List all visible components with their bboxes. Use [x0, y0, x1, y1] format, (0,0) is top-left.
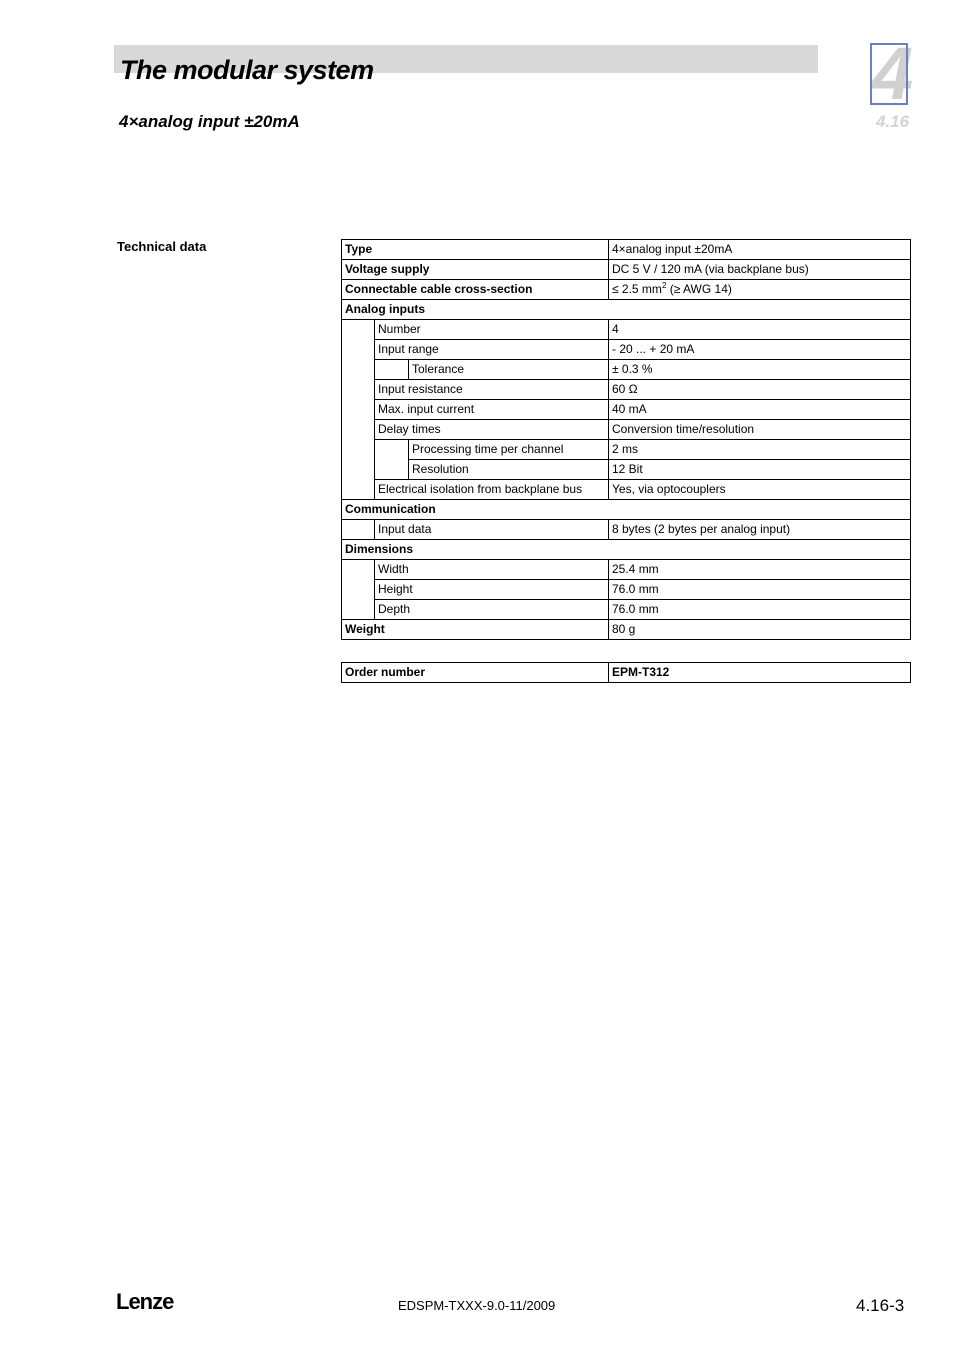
cable-value-sup: 2 [661, 281, 667, 290]
table-row [342, 520, 911, 540]
delay-times-value: Conversion time/resolution [609, 420, 911, 440]
resolution-label: Resolution [409, 460, 609, 480]
analog-inputs-heading: Analog inputs [342, 300, 911, 320]
communication-heading: Communication [342, 500, 911, 520]
technical-data-table [341, 239, 911, 640]
table-row [342, 300, 911, 320]
table-row [342, 380, 911, 400]
isolation-label: Electrical isolation from backplane bus [375, 480, 609, 500]
depth-value: 76.0 mm [609, 600, 911, 620]
cable-label: Connectable cable cross-section [342, 280, 609, 300]
section-subtitle: 4×analog input ±20mA [119, 112, 300, 131]
document-id: EDSPM-TXXX-9.0-11/2009 [398, 1298, 556, 1313]
voltage-label: Voltage supply [342, 260, 609, 280]
width-label: Width [375, 560, 609, 580]
tolerance-value: ± 0.3 % [609, 360, 911, 380]
order-number-table [341, 662, 911, 683]
weight-label: Weight [342, 620, 609, 640]
table-row [342, 280, 911, 300]
lenze-logo: Lenze [116, 1289, 174, 1314]
chapter-marker-box [870, 43, 908, 105]
dimensions-heading: Dimensions [342, 540, 911, 560]
input-range-label: Input range [375, 340, 609, 360]
tolerance-label: Tolerance [409, 360, 609, 380]
depth-label: Depth [375, 600, 609, 620]
table-row [342, 540, 911, 560]
max-current-label: Max. input current [375, 400, 609, 420]
cable-value-main: ≤ 2.5 mm [612, 282, 662, 296]
table-row [342, 440, 911, 460]
height-label: Height [375, 580, 609, 600]
table-row [342, 260, 911, 280]
table-row [342, 560, 911, 580]
table-row [342, 500, 911, 520]
cable-value-awg: (≥ AWG 14) [666, 282, 732, 296]
chapter-digit: 4 [872, 32, 914, 115]
chapter-sub-number: 4.16 [876, 112, 910, 131]
voltage-value: DC 5 V / 120 mA (via backplane bus) [609, 260, 911, 280]
input-range-value: - 20 ... + 20 mA [609, 340, 911, 360]
delay-times-label: Delay times [375, 420, 609, 440]
table-row [342, 460, 911, 480]
table-row [342, 480, 911, 500]
input-resistance-label: Input resistance [375, 380, 609, 400]
table-row [342, 580, 911, 600]
width-value: 25.4 mm [609, 560, 911, 580]
height-value: 76.0 mm [609, 580, 911, 600]
page-title: The modular system [120, 55, 374, 85]
table-row [342, 400, 911, 420]
page-number: 4.16-3 [856, 1296, 905, 1315]
type-label: Type [342, 240, 609, 260]
order-number-label: Order number [342, 663, 609, 683]
table-row [342, 360, 911, 380]
table-row [342, 663, 911, 683]
type-value: 4×analog input ±20mA [609, 240, 911, 260]
resolution-value: 12 Bit [609, 460, 911, 480]
weight-value: 80 g [609, 620, 911, 640]
processing-time-label: Processing time per channel [409, 440, 609, 460]
table-row [342, 240, 911, 260]
order-number-value: EPM-T312 [609, 663, 911, 683]
processing-time-value: 2 ms [609, 440, 911, 460]
table-row [342, 340, 911, 360]
isolation-value: Yes, via optocouplers [609, 480, 911, 500]
input-resistance-value: 60 Ω [609, 380, 911, 400]
table-row [342, 320, 911, 340]
max-current-value: 40 mA [609, 400, 911, 420]
table-row [342, 620, 911, 640]
input-data-label: Input data [375, 520, 609, 540]
table-row [342, 420, 911, 440]
table-row [342, 600, 911, 620]
cable-value [609, 280, 911, 300]
input-data-value: 8 bytes (2 bytes per analog input) [609, 520, 911, 540]
technical-data-label: Technical data [117, 239, 207, 254]
number-value: 4 [609, 320, 911, 340]
number-label: Number [375, 320, 609, 340]
